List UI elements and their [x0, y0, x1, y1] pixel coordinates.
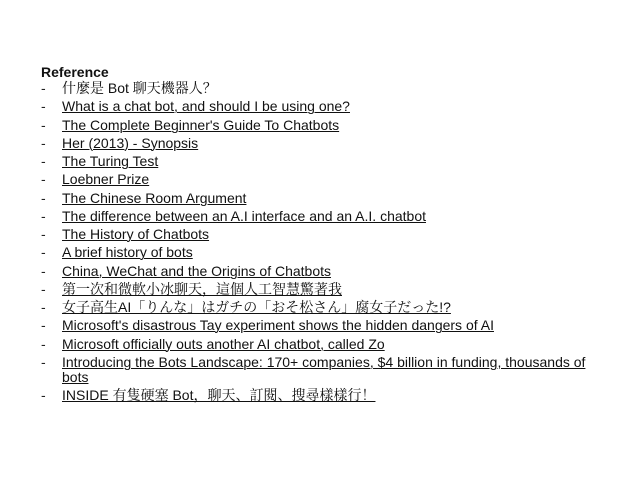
bullet-dash: -	[41, 207, 46, 224]
list-item	[41, 355, 601, 385]
reference-link-what-is-chat-bot[interactable]: What is a chat bot, and should I be using one?	[62, 98, 350, 115]
reference-link-chinese-room[interactable]: The Chinese Room Argument	[62, 189, 247, 206]
reference-link-xiaoice-chat[interactable]: 第一次和微軟小冰聊天，這個人工智慧驚著我	[62, 280, 342, 297]
reference-link-rinna[interactable]: 女子高生AI「りんな」はガチの「おそ松さん」腐女子だった!?	[62, 299, 451, 315]
reference-link-bots-landscape[interactable]: Introducing the Bots Landscape: 170+ companies, $4 billion in funding, thousands of bots	[62, 353, 586, 385]
reference-link-inside-bot[interactable]: INSIDE 有隻硬塞 Bot，聊天、訂閱、搜尋樣樣行！	[62, 387, 376, 404]
bullet-dash: -	[41, 171, 46, 188]
reference-link-ai-interface-vs-chatbot[interactable]: The difference between an A.I interface and an A.I. chatbot	[62, 207, 426, 224]
list-item	[41, 81, 601, 96]
list-item	[41, 227, 601, 242]
list-item	[41, 264, 601, 279]
bullet-dash: -	[41, 317, 46, 334]
list-item	[41, 209, 601, 224]
bullet-dash: -	[41, 80, 46, 96]
list-item	[41, 245, 601, 260]
list-item	[41, 99, 601, 114]
list-item	[41, 300, 601, 315]
reference-text-what-is-bot-zh: 什麼是 Bot 聊天機器人？	[62, 80, 217, 96]
bullet-dash: -	[41, 262, 46, 279]
reference-link-her-synopsis[interactable]: Her (2013) - Synopsis	[62, 134, 199, 151]
list-item	[41, 136, 601, 151]
reference-link-tay-experiment[interactable]: Microsoft's disastrous Tay experiment shows the hidden dangers of AI	[62, 317, 494, 334]
bullet-dash: -	[41, 353, 46, 370]
list-item	[41, 388, 601, 403]
list-item	[41, 118, 601, 133]
reference-heading: Reference	[41, 64, 109, 80]
list-item	[41, 191, 601, 206]
reference-link-beginners-guide[interactable]: The Complete Beginner's Guide To Chatbots	[62, 116, 340, 133]
reference-link-china-wechat[interactable]: China, WeChat and the Origins of Chatbots	[62, 262, 332, 279]
list-item	[41, 172, 601, 187]
bullet-dash: -	[41, 244, 46, 261]
bullet-dash: -	[41, 98, 46, 115]
reference-link-zo-chatbot[interactable]: Microsoft officially outs another AI chatbot, called Zo	[62, 335, 385, 352]
bullet-dash: -	[41, 387, 46, 404]
bullet-dash: -	[41, 280, 46, 297]
list-item	[41, 318, 601, 333]
reference-list	[41, 81, 601, 406]
bullet-dash: -	[41, 299, 46, 315]
bullet-dash: -	[41, 189, 46, 206]
reference-link-history-of-chatbots[interactable]: The History of Chatbots	[62, 226, 210, 242]
reference-link-loebner-prize[interactable]: Loebner Prize	[62, 171, 150, 188]
bullet-dash: -	[41, 335, 46, 352]
reference-link-turing-test[interactable]: The Turing Test	[62, 153, 159, 169]
list-item	[41, 337, 601, 352]
list-item	[41, 154, 601, 169]
bullet-dash: -	[41, 134, 46, 151]
bullet-dash: -	[41, 153, 46, 169]
list-item	[41, 282, 601, 297]
bullet-dash: -	[41, 226, 46, 242]
bullet-dash: -	[41, 116, 46, 133]
reference-link-brief-history-bots[interactable]: A brief history of bots	[62, 244, 193, 261]
